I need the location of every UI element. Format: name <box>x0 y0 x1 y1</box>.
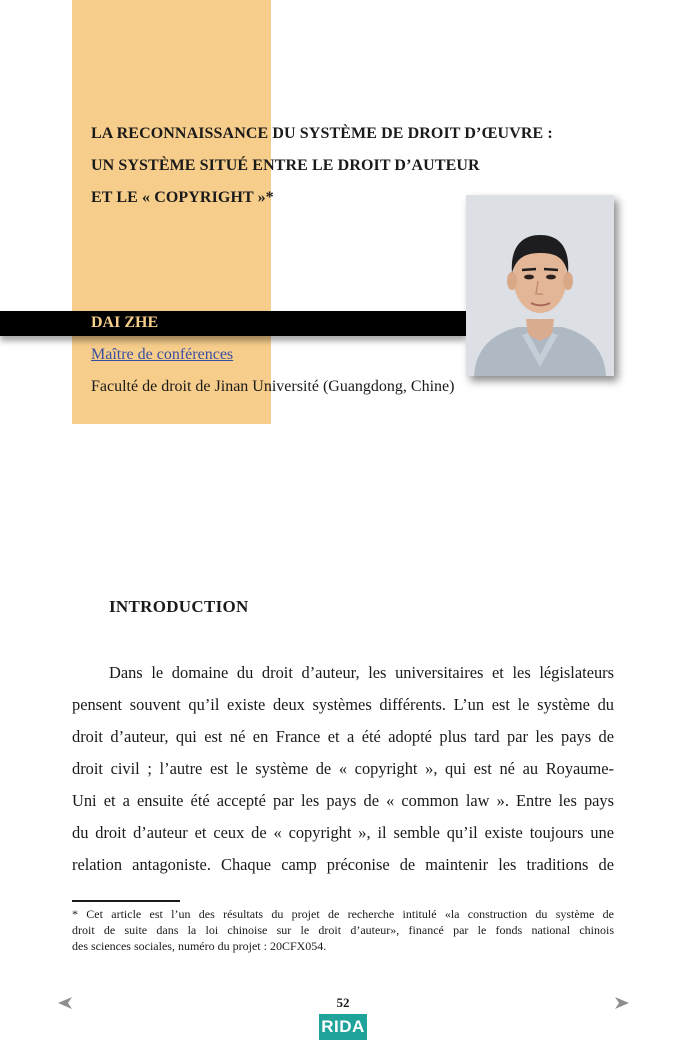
title-line: LA RECONNAISSANCE DU SYSTÈME DE DROIT D’ŒUVRE : <box>91 125 553 142</box>
rida-logo: RIDA <box>319 1014 367 1040</box>
footnote-line: des sciences sociales, numéro du projet : 20CFX054. <box>72 939 327 953</box>
footnote-divider <box>72 900 180 902</box>
author-photo <box>466 195 614 376</box>
footnote-line: * Cet article est l’un des résultats du projet de recherche intitulé «la construction du système de <box>72 907 614 921</box>
author-name: DAI ZHE <box>91 314 159 331</box>
paragraph-line: Uni et a ensuite été accepté par les pays de « common law ». Entre les pays <box>72 791 614 810</box>
paragraph-line: droit civil ; l’autre est le système de « copyright », qui est né au Royaume- <box>72 759 614 778</box>
author-portrait <box>466 195 614 376</box>
section-heading: INTRODUCTION <box>109 597 249 616</box>
previous-page-icon[interactable] <box>57 995 73 1011</box>
footnote <box>72 906 614 954</box>
next-page-icon[interactable] <box>614 995 630 1011</box>
author-role-link[interactable]: Maître de conférences <box>91 346 234 363</box>
paragraph-line: relation antagoniste. Chaque camp préconise de maintenir les traditions de <box>72 855 614 874</box>
title-line: ET LE « COPYRIGHT »* <box>91 189 274 206</box>
triangle-right-icon <box>614 995 630 1011</box>
paragraph-line: du droit d’auteur et ceux de « copyright », il semble qu’il existe toujours une <box>72 823 614 842</box>
footnote-line: droit de suite dans la loi chinoise sur le droit d’auteur», financé par le fonds national chinois <box>72 923 614 937</box>
paragraph-line: pensent souvent qu’il existe deux systèmes différents. L’un est le système du <box>72 695 614 714</box>
title-line: UN SYSTÈME SITUÉ ENTRE LE DROIT D’AUTEUR <box>91 157 480 174</box>
body-paragraph <box>72 657 614 881</box>
paragraph-line: droit d’auteur, qui est né en France et a été adopté plus tard par les pays de <box>72 727 614 746</box>
paragraph-line: Dans le domaine du droit d’auteur, les universitaires et les législateurs <box>109 663 614 682</box>
triangle-left-icon <box>57 995 73 1011</box>
author-affiliation: Faculté de droit de Jinan Université (Guangdong, Chine) <box>91 378 455 395</box>
page-number: 52 <box>336 995 350 1010</box>
author-band <box>0 311 466 336</box>
